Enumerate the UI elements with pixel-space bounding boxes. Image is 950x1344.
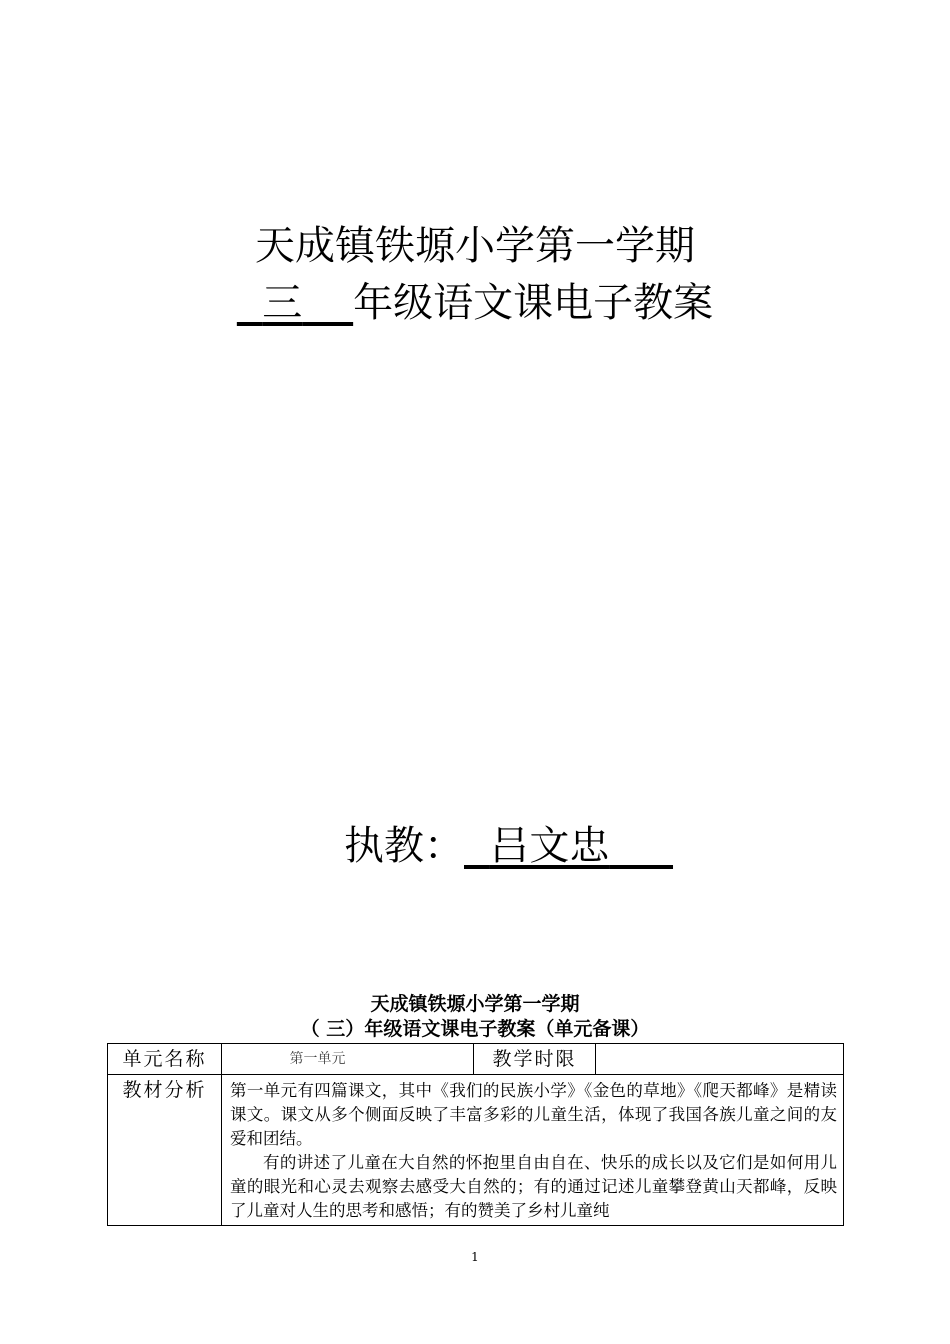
analysis-paragraph: 第一单元有四篇课文，其中《我们的民族小学》《金色的草地》《爬天都峰》是精读课文。课文从多个侧面反映了丰富多彩的儿童生活，体现了我国各族儿童之间的友爱和团结。 (230, 1081, 837, 1148)
table-row (108, 1075, 844, 1226)
teacher-name: 吕文忠 (489, 823, 610, 869)
grade-blank: 三 (262, 280, 303, 326)
section-subheading: （ 三）年级语文课电子教案（单元备课） (300, 1018, 650, 1040)
teacher-line (344, 822, 673, 870)
analysis-paragraph: 有的讲述了儿童在大自然的怀抱里自由自在、快乐的成长以及它们是如何用儿童的眼光和心灵去观察去感受大自然的；有的通过记述儿童攀登黄山天都峰，反映了儿童对人生的思考和感悟；有的赞美了乡村儿童纯 (230, 1153, 837, 1220)
cover-title: 天成镇铁塬小学第一学期 (255, 223, 695, 269)
section-grade: 三 (326, 1018, 346, 1040)
unit-plan-table (107, 1043, 844, 1226)
table-row (108, 1044, 844, 1075)
section-heading: 天成镇铁塬小学第一学期 (370, 993, 580, 1015)
page-number: 1 (471, 1250, 479, 1264)
cover-subtitle (0, 279, 950, 327)
teaching-period-value (596, 1044, 844, 1075)
grade-suffix: 年级语文课电子教案 (353, 280, 714, 326)
analysis-content (222, 1075, 844, 1226)
teaching-period-label: 教学时限 (474, 1044, 596, 1075)
unit-name-label: 单元名称 (108, 1044, 222, 1075)
teacher-label: 执教： (344, 823, 464, 869)
unit-name-value: 第一单元 (222, 1044, 474, 1075)
teacher-name-blank (464, 823, 673, 869)
analysis-label: 教材分析 (108, 1075, 222, 1226)
